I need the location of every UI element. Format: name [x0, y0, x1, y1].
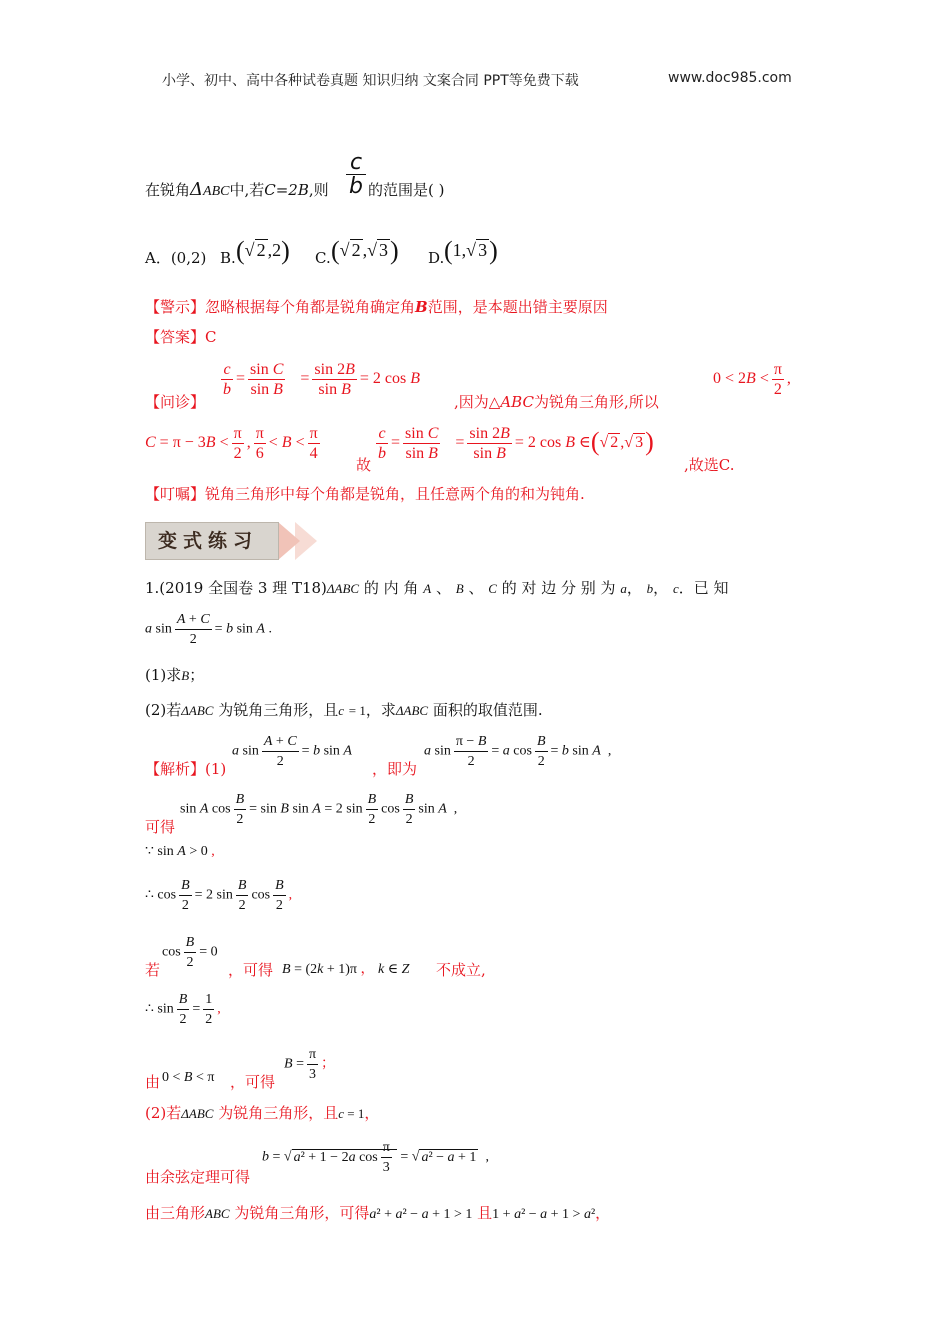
- header-banner-text: 小学、初中、高中各种试卷真题 知识归纳 文案合同 PPT等免费下载: [162, 73, 579, 89]
- solution-eq-1: a sin $\frac{A + C}{2}$ = b sin A: [232, 734, 352, 769]
- reminder-text: 锐角三角形中每个角都是锐角，且任意两个角的和为钝角.: [205, 485, 585, 503]
- variant-practice-banner: [145, 518, 325, 562]
- problem-1-lead: 1.(2019 全国卷 3 理 T18): [145, 579, 327, 597]
- diagnosis-text-2: 为锐角三角形,所以: [533, 393, 659, 411]
- solution-you: 由: [145, 1073, 161, 1091]
- question-then: ,则: [308, 181, 329, 199]
- option-c-label: C.: [315, 249, 331, 267]
- banner-title: 变式练习: [145, 522, 279, 560]
- solution-eq-6: cos $\frac{B}{2}$ = 0: [162, 935, 218, 970]
- sep-2: 、: [468, 579, 484, 597]
- comma-1: ，: [626, 579, 642, 597]
- warning-var: B: [415, 298, 428, 316]
- sub2-d: 面积的取值范围.: [432, 701, 543, 719]
- diagnosis-text: [454, 392, 659, 412]
- solution-part-2: (2)若ΔABC 为锐角三角形，且c = 1，: [145, 1104, 380, 1122]
- triangle-symbol: Δ: [190, 179, 204, 200]
- problem-1-sub2: (2)若ΔABC 为锐角三角形，且c = 1，求ΔABC 面积的取值范围.: [145, 701, 543, 719]
- solution-eq-9: 0 < B < π: [162, 1070, 215, 1085]
- solution-eq-11: b = √ a² + 1 − 2a cos $\frac{\pi}{3}$ = √ a² − a + 1 ,: [262, 1140, 489, 1175]
- question-mid: 中,若: [229, 181, 265, 199]
- answer-line: [145, 327, 217, 347]
- warning-line: [145, 297, 608, 317]
- solution-eq-7: B = (2k + 1)π ， k ∈ Z: [282, 962, 410, 977]
- diagnosis-end-text: ,故选: [684, 456, 719, 474]
- warning-text-2: 范围，是本题出错主要原因: [427, 298, 608, 316]
- solution-ji-wei: ，即为: [372, 760, 418, 778]
- part2-a: (2)若: [145, 1104, 182, 1122]
- option-a: A．(0,2): [145, 249, 207, 267]
- tri-qie: 且: [477, 1204, 493, 1222]
- option-b-label: B.: [220, 249, 236, 267]
- solution-ke-de: 可得: [145, 818, 176, 836]
- warning-text-1: 忽略根据每个角都是锐角确定角: [205, 298, 416, 316]
- option-d-value: (1,√ 3): [444, 236, 498, 265]
- fraction-denominator: b: [346, 174, 366, 199]
- comma-2: ，: [653, 579, 669, 597]
- question-line: [145, 180, 329, 202]
- sub2-a: (2)若: [145, 701, 182, 719]
- diagnosis-text-1: ,因为△: [454, 393, 501, 411]
- solution-eq-5: ∴ cos $\frac{B}{2}$ = 2 sin $\frac{B}{2}$ cos $\frac{B}{2}$ ,: [145, 878, 293, 913]
- header-site-url[interactable]: www.doc985.com: [668, 70, 792, 86]
- question-fraction: [346, 152, 366, 199]
- diagnosis-abc: ABC: [500, 393, 534, 411]
- warning-label: 【警示】: [145, 298, 206, 316]
- solution-eq-8: ∴ sin $\frac{B}{2}$ = $\frac{1}{2}$ ,: [145, 992, 221, 1027]
- question-condition: C=2B: [264, 181, 309, 199]
- diagnosis-formula-2: C = π − 3B < $\frac{\pi}{2}$ , $\frac{\pi}{6}$ < B < $\frac{\pi}{4}$: [145, 425, 318, 462]
- diagnosis-gu: 故: [356, 456, 372, 474]
- problem-1-line: 1.(2019 全国卷 3 理 T18)ΔABC 的 内 角 A 、 B 、 C 的 对 边 分 别 为 a， b， c．已 知: [145, 579, 729, 597]
- sub2-b: 为锐角三角形，且: [218, 701, 339, 719]
- problem-1-condition: a sin $\frac{A + C}{2}$ = b sin A .: [145, 612, 272, 647]
- question-suffix: 的范围是( ): [368, 181, 445, 199]
- reminder-line: [145, 484, 585, 504]
- banner-arrow-inner: [278, 522, 300, 560]
- sub1-text: (1)求: [145, 666, 182, 684]
- solution-ruo: 若: [145, 961, 161, 979]
- solution-eq-10: B = $\frac{\pi}{3}$ ；: [284, 1047, 336, 1082]
- solution-cos-rule: 由余弦定理可得: [145, 1168, 251, 1186]
- reminder-label: 【叮嘱】: [145, 485, 206, 503]
- diagnosis-end: [684, 455, 735, 475]
- solution-label: 【解析】(1): [145, 760, 227, 778]
- diagnosis-formula-1: $\frac{c}{b}$ = $\frac{\text{sin C}}{\text{sin B}}$ = $\frac{\sin 2B}{\text{sin B}}$ = 2 cos B: [223, 361, 420, 398]
- solution-ke-de-2: ，可得: [228, 961, 274, 979]
- diagnosis-range-b: 0 < 2B < $\frac{\pi}{2}$ ,: [713, 361, 791, 398]
- question-prefix: 在锐角: [145, 181, 191, 199]
- triangle-abc: ABC: [203, 184, 230, 199]
- option-d-label: D.: [428, 249, 445, 267]
- diagnosis-formula-3: $\frac{c}{b}$ = $\frac{\text{sin C}}{\text{sin B}}$ = $\frac{\sin 2B}{\text{sin B}}$ = 2 cos B ∈(√ 2 ,√ 3): [378, 425, 654, 462]
- answer-label: 【答案】: [145, 328, 206, 346]
- option-b-value: (√ 2 ,2): [236, 236, 290, 265]
- solution-eq-2: a sin $\frac{\pi - B}{2}$ = a cos $\frac{B}{2}$ = b sin A ,: [424, 734, 612, 769]
- diagnosis-end-choice: C.: [718, 456, 735, 474]
- sub1-end: ；: [189, 666, 205, 684]
- solution-tri-line: 由三角形ABC 为锐角三角形，可得a² + a² − a + 1 > 1 且1 + a² − a + 1 > a²，: [145, 1204, 611, 1222]
- solution-eq-3: sin A cos $\frac{B}{2}$ = sin B sin A = 2 sin $\frac{B}{2}$ cos $\frac{B}{2}$ sin A ,: [180, 792, 458, 827]
- sep-1: 、: [435, 579, 451, 597]
- solution-eq-4: ∵ sin A > 0 ,: [145, 844, 215, 859]
- solution-bu-cheng-li: 不成立,: [436, 961, 486, 979]
- problem-1-known: ．已 知: [678, 579, 729, 597]
- solution-ke-de-3: ，可得: [230, 1073, 276, 1091]
- fraction-numerator: c: [349, 150, 363, 175]
- problem-1-sub1: (1)求B；: [145, 666, 205, 684]
- sub2-c: ，求: [365, 701, 396, 719]
- problem-1-t1: 的 内 角: [363, 579, 419, 597]
- part2-b: 为锐角三角形，且: [218, 1104, 339, 1122]
- problem-1-t2: 的 对 边 分 别 为: [501, 579, 616, 597]
- tri-b: 为锐角三角形，可得: [234, 1204, 370, 1222]
- option-c-value: (√ 2 ,√ 3): [331, 236, 399, 265]
- answer-value: C: [205, 328, 217, 346]
- diagnosis-label: 【问诊】: [145, 393, 206, 411]
- tri-a: 由三角形: [145, 1204, 206, 1222]
